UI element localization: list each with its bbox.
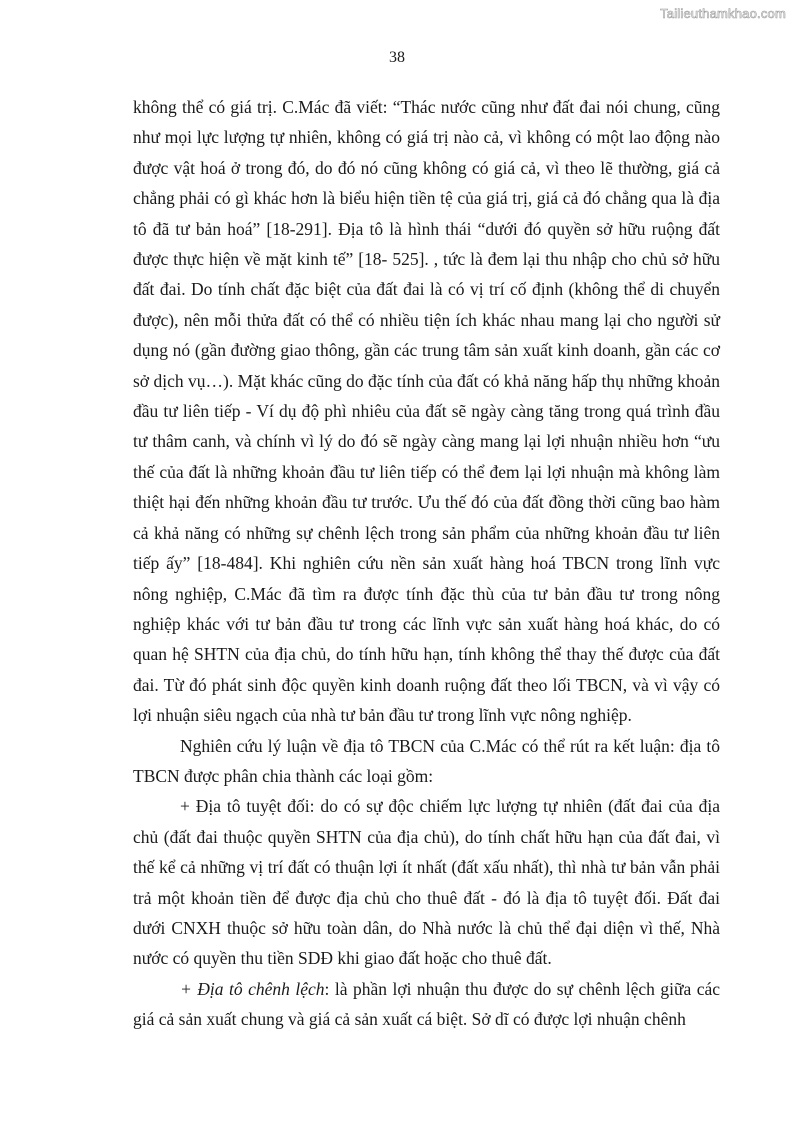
term-dia-to-chenh-lech: + Địa tô chênh lệch: [180, 978, 325, 999]
page-number: 38: [389, 49, 405, 66]
watermark: Tailieuthamkhao.com: [660, 6, 786, 21]
paragraph-2: Nghiên cứu lý luận về địa tô TBCN của C.Mác có thể rút ra kết luận: địa tô TBCN được phân chia thành các loại gồm:: [133, 735, 720, 786]
document-body: [133, 92, 720, 1035]
paragraph-4: [133, 974, 720, 1035]
paragraph-4-text: : là phần lợi nhuận thu được do sự chênh lệch giữa các giá cả sản xuất chung và giá cả sản xuất cá biệt. Sở dĩ có được lợi nhuận chênh: [133, 978, 720, 1030]
paragraph-3: + Địa tô tuyệt đối: do có sự độc chiếm lực lượng tự nhiên (đất đai của địa chủ (đất đai thuộc quyền SHTN của địa chủ), do tính chất hữu hạn của đất đai, vì thế kể cả những vị trí đất có thuận lợi ít nhất (đất xấu nhất), thì nhà tư bản vẫn phải trả một khoản tiền để được địa chủ cho thuê đất - đó là địa tô tuyệt đối. Đất đai dưới CNXH thuộc sở hữu toàn dân, do Nhà nước là chủ thể đại diện vì thế, Nhà nước có quyền thu tiền SDĐ khi giao đất hoặc cho thuê đất.: [133, 796, 720, 969]
paragraph-1: không thể có giá trị. C.Mác đã viết: “Thác nước cũng như đất đai nói chung, cũng như mọi lực lượng tự nhiên, không có giá trị nào cả, vì không có một lao động nào được vật hoá ở trong đó, do đó nó cũng không có giá cả, vì theo lẽ thường, giá cả chẳng phải có gì khác hơn là biểu hiện tiền tệ của giá trị, giá cả đó chẳng qua là địa tô đã tư bản hoá” [18-291]. Địa tô là hình thái “dưới đó quyền sở hữu ruộng đất được thực hiện về mặt kinh tế” [18- 525]. , tức là đem lại thu nhập cho chủ sở hữu đất đai. Do tính chất đặc biệt của đất đai là có vị trí cố định (không thể di chuyển được), nên mỗi thửa đất có thể có nhiều tiện ích khác nhau mang lại cho người sử dụng nó (gần đường giao thông, gần các trung tâm sản xuất kinh doanh, gần các cơ sở dịch vụ…). Mặt khác cũng do đặc tính của đất có khả năng hấp thụ những khoản đầu tư liên tiếp - Ví dụ độ phì nhiêu của đất sẽ ngày càng tăng trong quá trình đầu tư thâm canh, và chính vì lý do đó sẽ ngày càng mang lại lợi nhuận nhiều hơn “ưu thế của đất là những khoản đầu tư liên tiếp có thể đem lại lợi nhuận mà không làm thiệt hại đến những khoản đầu tư trước. Ưu thế đó của đất đồng thời cũng bao hàm cả khả năng có những sự chênh lệch trong sản phẩm của những khoản đầu tư liên tiếp ấy” [18-484]. Khi nghiên cứu nền sản xuất hàng hoá TBCN trong lĩnh vực nông nghiệp, C.Mác đã tìm ra được tính đặc thù của tư bản đầu tư trong nông nghiệp khác với tư bản đầu tư trong các lĩnh vực sản xuất hàng hoá khác, do có quan hệ SHTN của địa chủ, do tính hữu hạn, tính không thể thay thế được của đất đai. Từ đó phát sinh độc quyền kinh doanh ruộng đất theo lối TBCN, và vì vậy có lợi nhuận siêu ngạch của nhà tư bản đầu tư trong lĩnh vực nông nghiệp.: [133, 97, 720, 726]
